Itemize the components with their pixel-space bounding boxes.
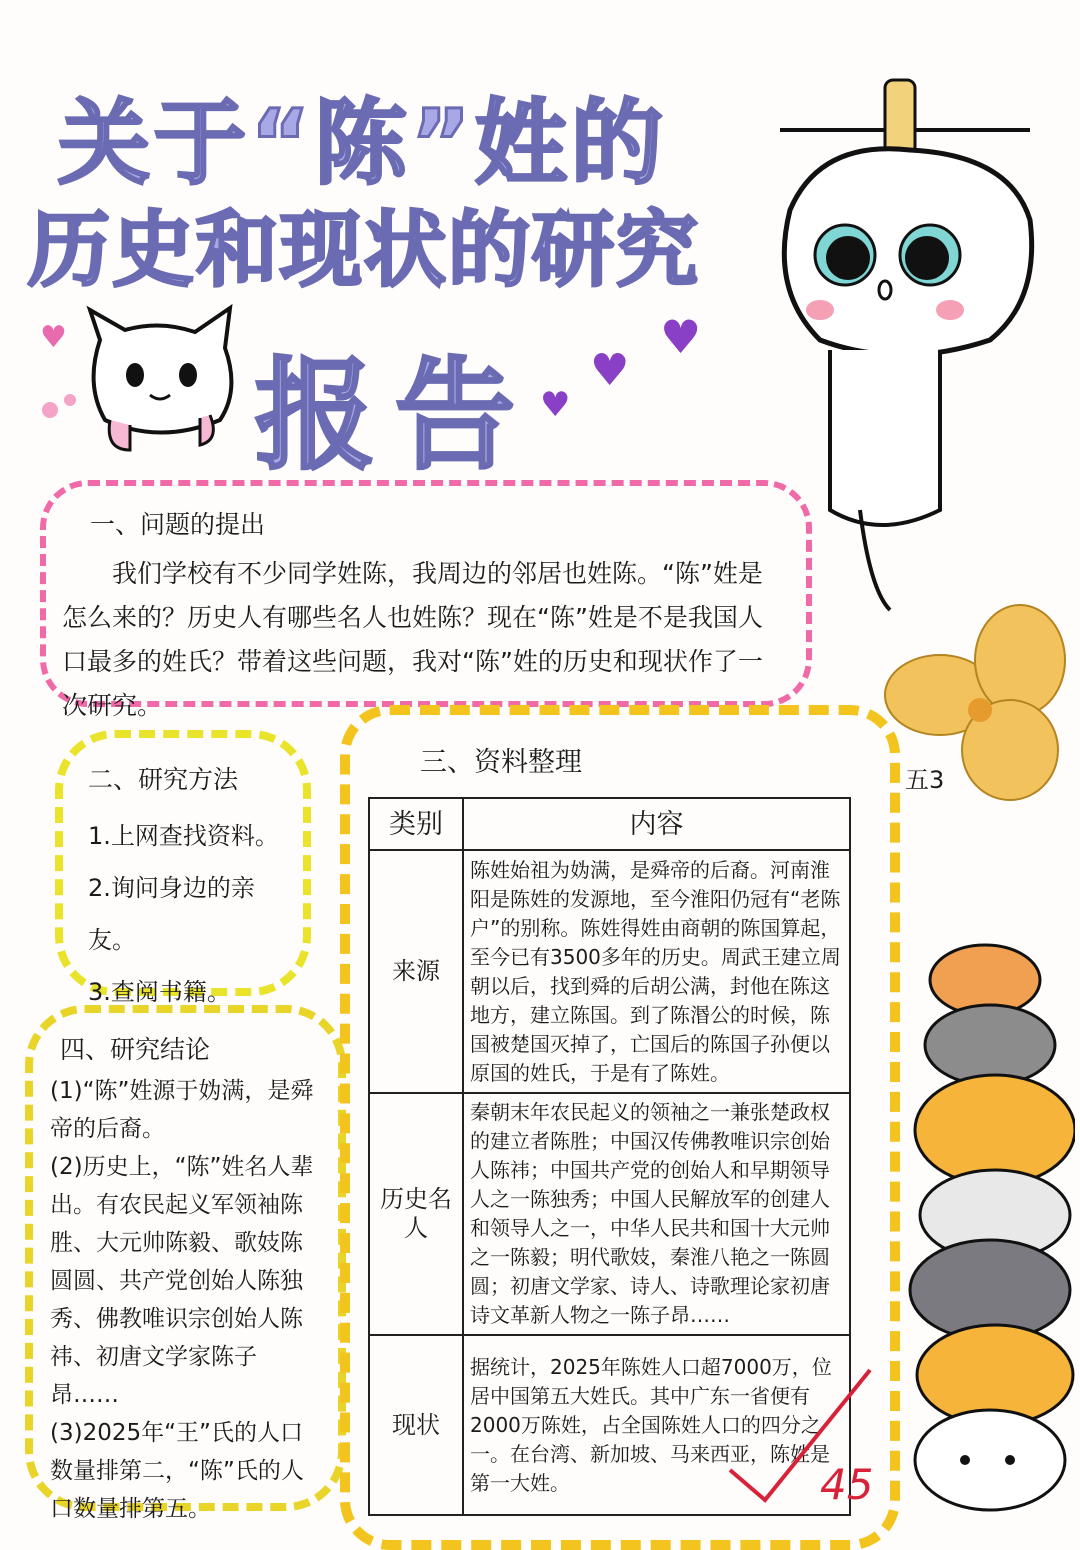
section-problem-heading: 一、问题的提出 [90,510,266,539]
table-cell-category: 历史名人 [369,1093,463,1335]
title-line-2: 历史和现状的研究 [28,203,701,298]
conclusion-item: (3)2025年“王”氏的人口数量排第二，“陈”氏的人口数量排第五。 [50,1420,304,1522]
title-line-1: 关于“陈”姓的 [58,90,667,197]
grade-mark: 45 [820,1460,874,1509]
method-item: 1.上网查找资料。 [88,822,279,850]
table-header-category: 类别 [369,798,463,850]
side-note: 五3 [905,766,945,794]
heart-icon: ♥ [660,310,702,364]
table-row [369,1093,850,1335]
table-cell-content: 秦朝末年农民起义的领袖之一兼张楚政权的建立者陈胜；中国汉传佛教唯识宗创始人陈祎；中国共产党的创始人和早期领导人之一陈独秀；中国人民解放军的创建人和领导人之一，中华人民共和国十大元帅之一陈毅；明代歌妓，秦淮八艳之一陈圆圆；初唐文学家、诗人、诗歌理论家初唐诗文革新人物之一陈子昂…… [463,1093,850,1335]
heart-icon: ♥ [540,385,571,425]
small-cat-icon [30,300,290,460]
section-conclusion-heading: 四、研究结论 [60,1035,211,1064]
table-cell-content: 陈姓始祖为妫满，是舜帝的后裔。河南淮阳是陈姓的发源地，至今淮阳仍冠有“老陈户”的别称。陈姓得姓由商朝的陈国算起，至今已有3500多年的历史。周武王建立周朝以后，找到舜的后胡公满，封他在陈这地方，建立陈国。到了陈湣公的时候，陈国被楚国灭掉了，亡国后的陈国子孙便以原国的姓氏，于是有了陈姓。 [463,850,850,1093]
table-header-content: 内容 [463,798,850,850]
section-method-heading: 二、研究方法 [88,765,239,794]
heart-icon: ♥ [40,320,67,355]
heart-icon: ♥ [590,345,630,396]
section-method-list [88,810,298,1018]
title-line-3: 报告 [255,347,535,486]
section-problem-body: 我们学校有不少同学姓陈，我周边的邻居也姓陈。“陈”姓是怎么来的？历史人有哪些名人也姓陈？现在“陈”姓是不是我国人口最多的姓氏？带着这些问题，我对“陈”姓的历史和现状作了一次研究。 [62,559,763,720]
table-cell-category: 来源 [369,850,463,1093]
method-item: 3.查阅书籍。 [88,978,231,1006]
conclusion-item: (1)“陈”姓源于妫满，是舜帝的后裔。 [50,1078,314,1142]
table-row [369,850,850,1093]
table-cell-content: 据统计，2025年陈姓人口超7000万，位居中国第五大姓氏。其中广东一省便有2000万陈姓，占全国陈姓人口的四分之一。在台湾、新加坡、马来西亚，陈姓是第一大姓。 [463,1335,850,1515]
table-cell-category: 现状 [369,1335,463,1515]
cat-stack-icon [905,940,1075,1520]
table-header-row [369,798,850,850]
conclusion-item: (2)历史上，“陈”姓名人辈出。有农民起义军领袖陈胜、大元帅陈毅、歌妓陈圆圆、共产党创始人陈独秀、佛教唯识宗创始人陈祎、初唐文学家陈子昂…… [50,1154,314,1408]
section-conclusion-list [50,1072,318,1528]
section-data-heading: 三、资料整理 [420,747,582,778]
method-item: 2.询问身边的亲友。 [88,874,255,954]
